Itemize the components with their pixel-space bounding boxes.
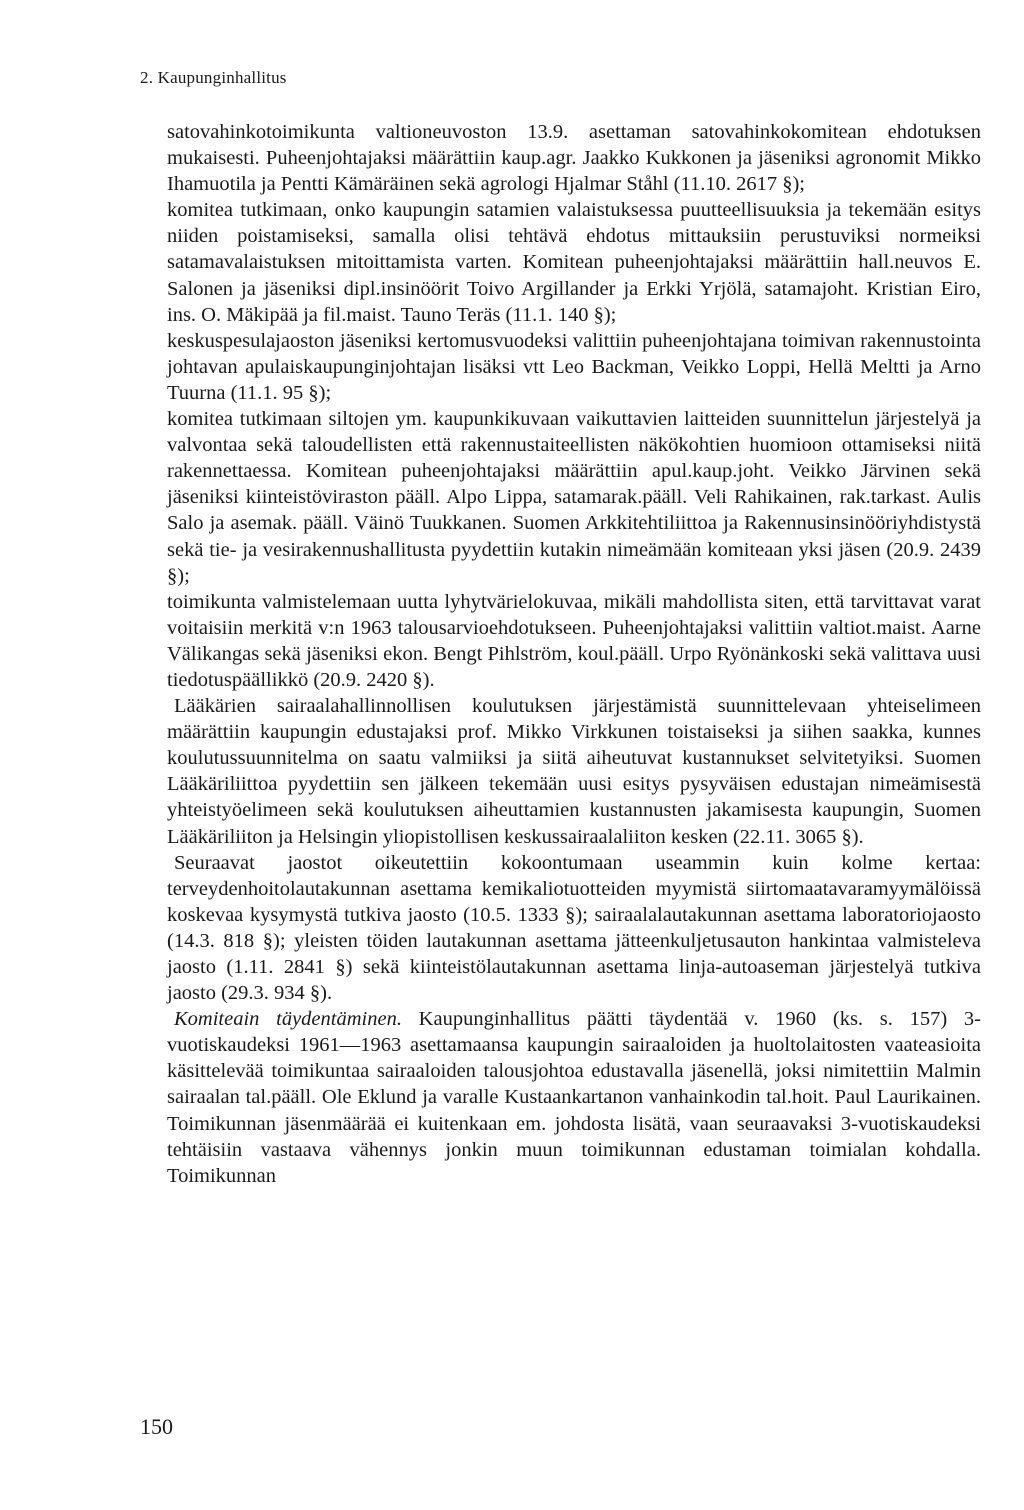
paragraph-jaostot: Seuraavat jaostot oikeutettiin kokoontumaan useammin kuin kolme kertaa: terveydenhoitolautakunnan asettama kemikaliotuotteiden myymistä siirtomaatavaramyymälöissä koskevaa kysymystä tutkiva jaosto (10.5. 1333 §); sairaalalautakunnan asettama laboratoriojaosto (14.3. 818 §); yleisten töiden lautakunnan asettama jätteenkuljetusauton hankintaa valmisteleva jaosto (1.11. 2841 §) sekä kiinteistölautakunnan asettama linja-autoaseman järjestelyä tutkiva jaosto (29.3. 934 §). [167,851,981,1005]
paragraph-komiteain-taydentaminen [167,1006,981,1189]
paragraph-keskuspesulajaosto: keskuspesulajaoston jäseniksi kertomusvuodeksi valittiin puheenjohtajana toimivan rakennustointa johtavan apulaiskaupunginjohtajan lisäksi vtt Leo Backman, Veikko Loppi, Hellä Meltti ja Arno Tuurna (11.1. 95 §); [167,329,981,404]
paragraph-laakarien-koulutus: Lääkärien sairaalahallinnollisen koulutuksen järjestämistä suunnittelevaan yhteiselimeen määrättiin kaupungin edustajaksi prof. Mikko Virkkunen toistaiseksi ja siihen saakka, kunnes koulutussuunnitelma on saatu valmiiksi ja siitä aiheutuvat kustannukset selvitetyiksi. Suomen Lääkäriliittoa pyydettiin sen jälkeen tekemään uusi esitys pysyväisen edustajan nimeämisestä yhteistyöelimeen sekä koulutuksen aiheuttamien kustannusten jakamisesta kaupungin, Suomen Lääkäriliiton ja Helsingin yliopistollisen keskussairaalaliiton kesken (22.11. 3065 §). [167,695,981,848]
section-text: Kaupunginhallitus päätti täydentää v. 1960 (ks. s. 157) 3-vuotiskaudeksi 1961—1963 asettamaansa kaupungin sairaaloiden ja huoltolaitosten vaateasioita käsittelevää toimikuntaa sairaaloiden talousjohtoa edustavalla jäsenellä, joksi nimitettiin Malmin sairaalan tal.pääll. Ole Eklund ja varalle Kustaankartanon vanhainkodin tal.hoit. Paul Laurikainen. Toimikunnan jäsenmäärää ei kuitenkaan em. johdosta lisätä, vaan seuraavaksi 3-vuotiskaudeksi tehtäisiin vastaava vähennys jonkin muun toimikunnan edustaman toimialan kohdalla. Toimikunnan [167,1008,981,1187]
body-text [167,119,981,1189]
paragraph-satamien-valaistus: komitea tutkimaan, onko kaupungin satamien valaistuksessa puutteellisuuksia ja tekemään esitys niiden poistamiseksi, samalla olisi tehtävä ehdotus mittauksiin perustuviksi normeiksi satamavalaistuksen mitoittamista varten. Komitean puheenjohtajaksi määrättiin hall.neuvos E. Salonen ja jäseniksi dipl.insinöörit Toivo Argillander ja Erkki Yrjölä, satamajoht. Kristian Eiro, ins. O. Mäkipää ja fil.maist. Tauno Teräs (11.1. 140 §); [167,199,981,326]
page-number: 150 [140,1414,173,1439]
running-head: 2. Kaupunginhallitus [140,68,287,87]
paragraph-lyhytvarielokuva: toimikunta valmistelemaan uutta lyhytvärielokuvaa, mikäli mahdollista siten, että tarvittavat varat voitaisiin merkitä v:n 1963 talousarvioehdotukseen. Puheenjohtajaksi valittiin valtiot.maist. Aarne Välikangas sekä jäseniksi ekon. Bengt Pihlström, koul.pääll. Urpo Ryönänkoski sekä valittava uusi tiedotuspäällikkö (20.9. 2420 §). [167,590,981,691]
section-heading: Komiteain täydentäminen. [174,1008,402,1031]
paragraph-siltojen-komitea: komitea tutkimaan siltojen ym. kaupunkikuvaan vaikuttavien laitteiden suunnittelun järjestelyä ja valvontaa sekä taloudellisten että rakennustaiteellisten näkökohtien huomioon ottamiseksi niitä rakennettaessa. Komitean puheenjohtajaksi määrättiin apul.kaup.joht. Veikko Järvinen sekä jäseniksi kiinteistöviraston pääll. Alpo Lippa, satamarak.pääll. Veli Rahikainen, rak.tarkast. Aulis Salo ja asemak. pääll. Väinö Tuukkanen. Suomen Arkkitehtiliittoa ja Rakennusinsinööriyhdistystä sekä tie- ja vesirakennushallitusta pyydettiin kutakin nimeämään komiteaan yksi jäsen (20.9. 2439 §); [167,408,981,587]
paragraph-satovahinko: satovahinkotoimikunta valtioneuvoston 13.9. asettaman satovahinkokomitean ehdotuksen mukaisesti. Puheenjohtajaksi määrättiin kaup.agr. Jaakko Kukkonen ja jäseniksi agronomit Mikko Ihamuotila ja Pentti Kämäräinen sekä agrologi Hjalmar Ståhl (11.10. 2617 §); [167,121,981,196]
